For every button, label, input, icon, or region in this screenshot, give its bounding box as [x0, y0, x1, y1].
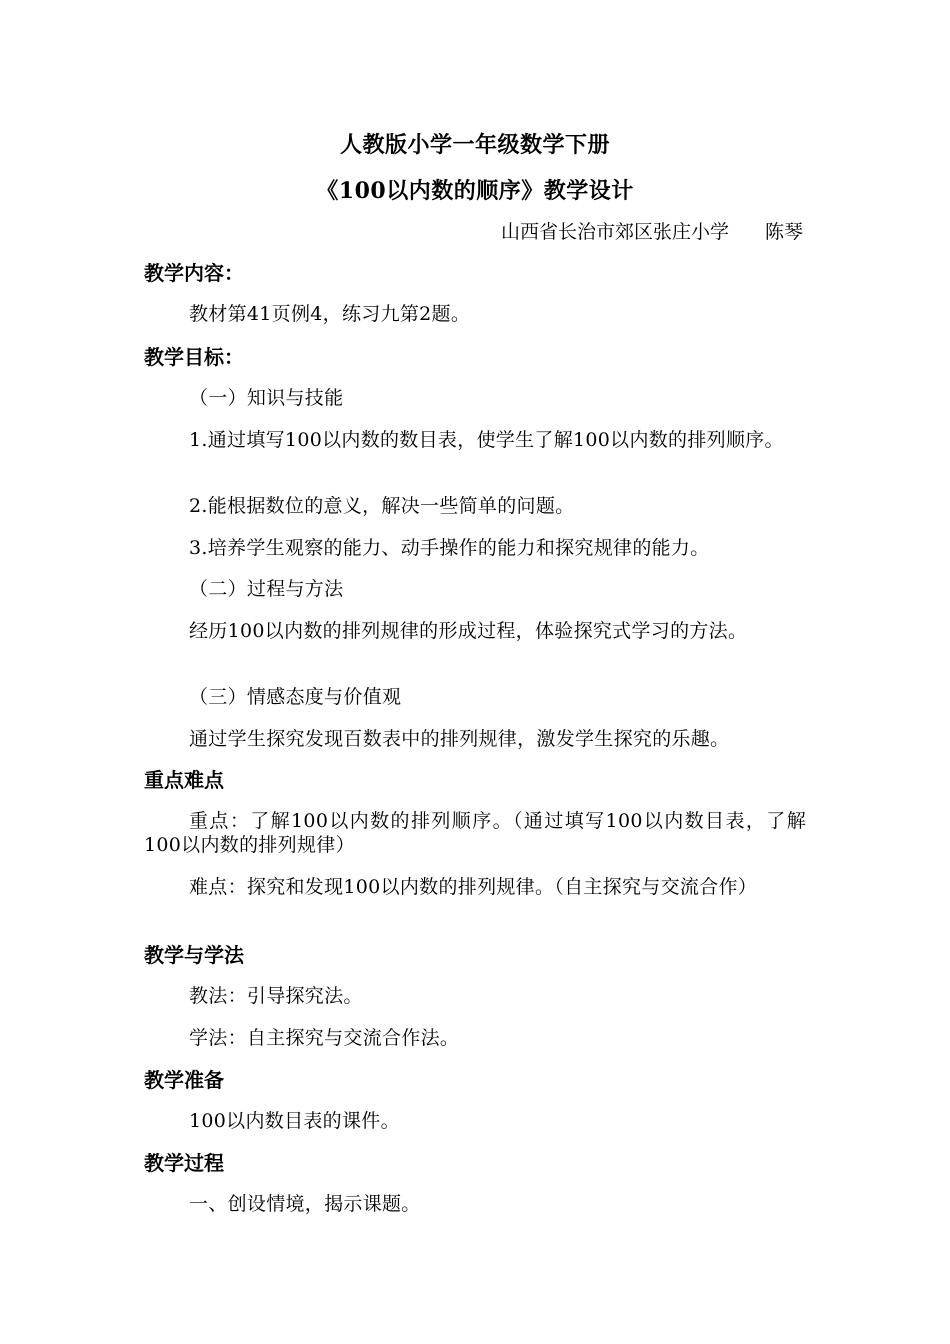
- section-heading-preparation: 教学准备: [144, 1068, 224, 1092]
- key-point-text: 重点：了解100以内数的排列顺序。（通过填写100以内数目表，了解100以内数的排列规律）: [144, 810, 806, 856]
- process-step-1: 一、创设情境，揭示课题。: [189, 1193, 421, 1215]
- section-heading-methods: 教学与学法: [144, 943, 244, 967]
- goals-emotion-text: 通过学生探究发现百数表中的排列规律，激发学生探究的乐趣。: [189, 728, 730, 750]
- goals-subheading-emotion: （三）情感态度与价值观: [189, 686, 402, 708]
- section-heading-goals: 教学目标：: [144, 345, 244, 369]
- document-title-line2: 《100以内数的顺序》教学设计: [316, 178, 634, 204]
- author-line: [501, 219, 803, 245]
- section-heading-process: 教学过程: [144, 1151, 224, 1175]
- document-title-line1: 人教版小学一年级数学下册: [339, 132, 610, 158]
- goals-item-2: 2.能根据数位的意义，解决一些简单的问题。: [189, 495, 575, 517]
- section-heading-content: 教学内容：: [144, 261, 244, 285]
- goals-item-3: 3.培养学生观察的能力、动手操作的能力和探究规律的能力。: [189, 537, 710, 559]
- goals-process-text: 经历100以内数的排列规律的形成过程，体验探究式学习的方法。: [189, 620, 748, 642]
- author-name: 陈琴: [764, 221, 803, 243]
- author-school: 山西省长治市郊区张庄小学: [500, 221, 729, 243]
- difficult-point-text: 难点：探究和发现100以内数的排列规律。（自主探究与交流合作）: [189, 876, 758, 898]
- learning-method-text: 学法：自主探究与交流合作法。: [189, 1027, 460, 1049]
- goals-subheading-knowledge: （一）知识与技能: [189, 387, 344, 409]
- content-text: 教材第41页例4，练习九第2题。: [189, 303, 471, 325]
- section-heading-key-points: 重点难点: [144, 768, 224, 792]
- goals-item-1: 1.通过填写100以内数的数目表，使学生了解100以内数的排列顺序。: [189, 429, 784, 451]
- preparation-text: 100以内数目表的课件。: [189, 1110, 400, 1132]
- teaching-method-text: 教法：引导探究法。: [189, 985, 363, 1007]
- goals-subheading-process: （二）过程与方法: [189, 578, 344, 600]
